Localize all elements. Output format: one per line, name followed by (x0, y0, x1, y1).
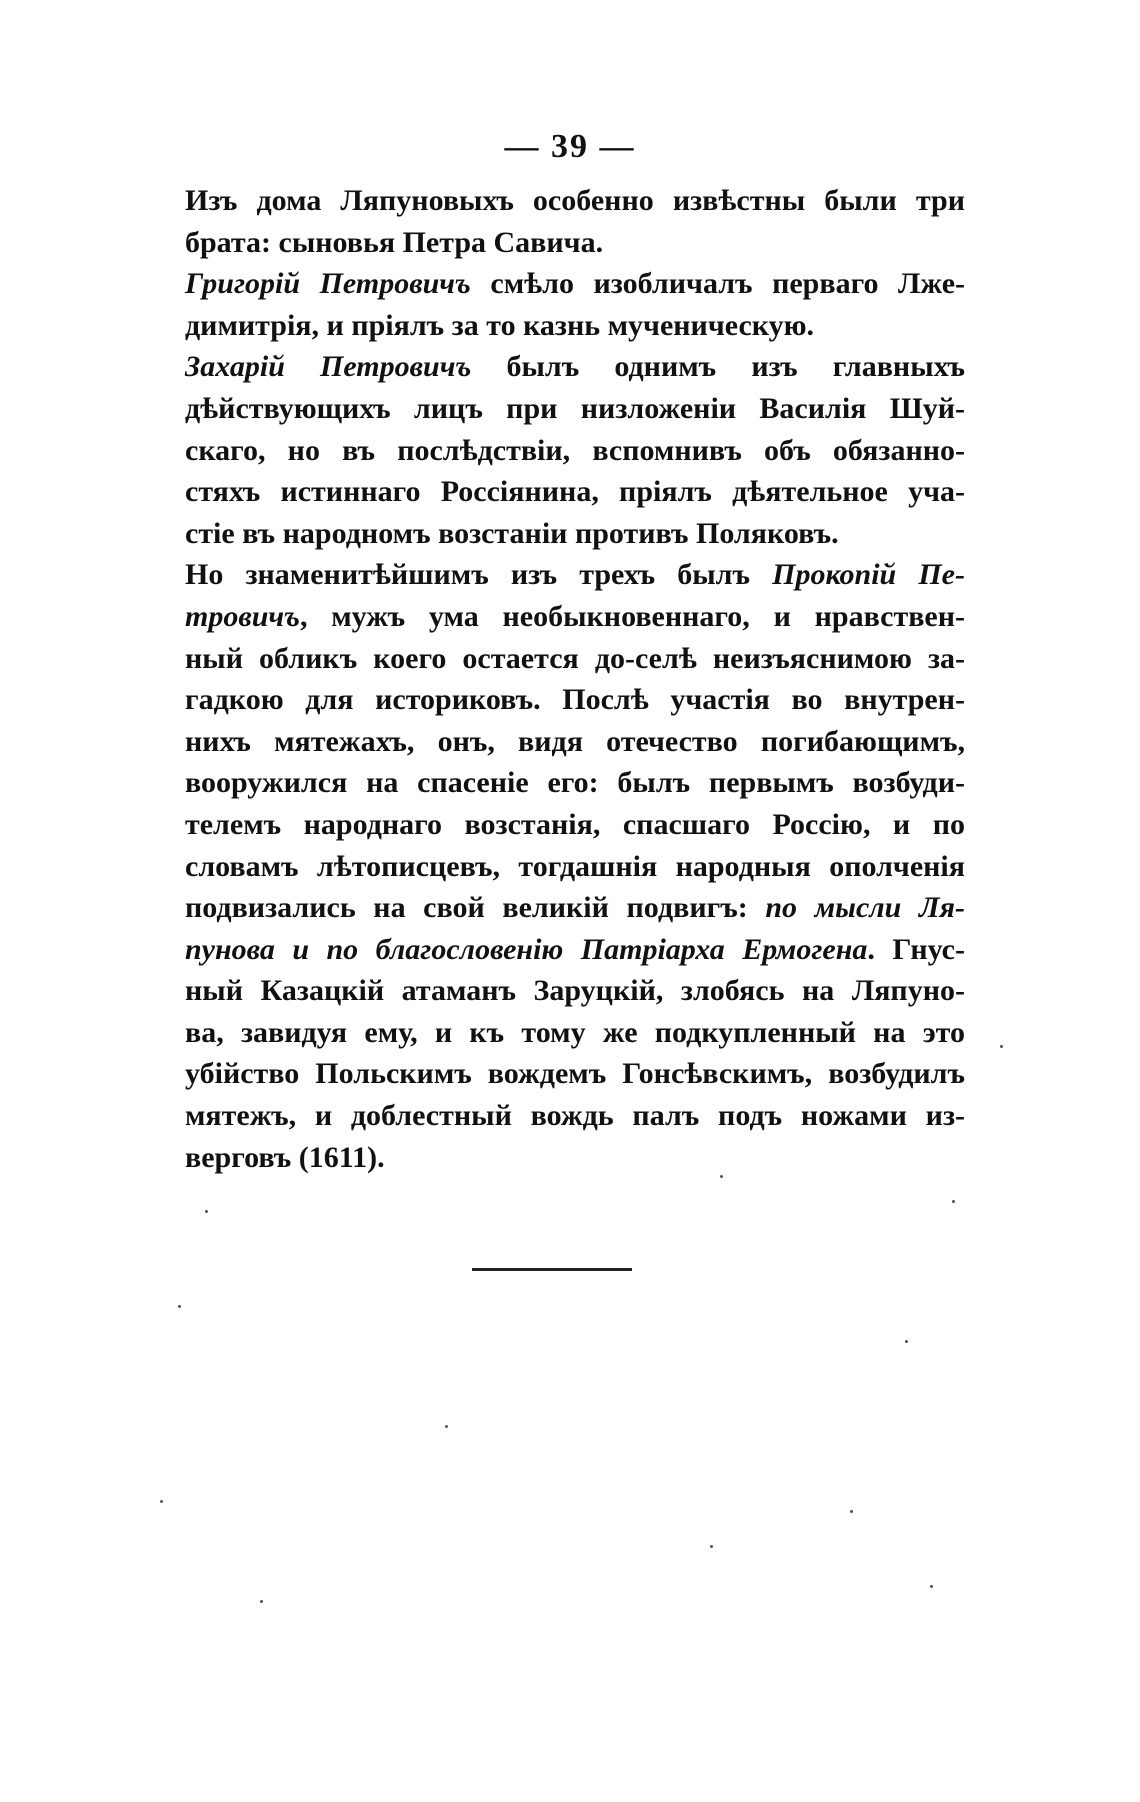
text-line: нихъ мятежахъ, онъ, видя отечество погибающимъ, (185, 724, 965, 758)
text-line: верговъ (1611). (185, 1140, 385, 1174)
text-line: ный Казацкій атаманъ Заруцкій, злобясь на Ляпуно- (185, 974, 965, 1008)
text-line: димитрія, и пріялъ за то казнь мученическую. (185, 308, 815, 342)
text-line: гадкою для историковъ. Послѣ участія во внутрен- (185, 683, 965, 717)
text-line: словамъ лѣтописцевъ, тогдашнія народныя ополченія (185, 849, 965, 883)
scan-speck (720, 1175, 723, 1178)
text-line: ный обликъ коего остается до-селѣ неизъяснимою за- (185, 641, 965, 675)
scan-speck (905, 1340, 908, 1343)
text-line: Изъ дома Ляпуновыхъ особенно извѣстны были три (185, 184, 965, 217)
scan-speck (205, 1210, 208, 1213)
scan-speck (850, 1510, 853, 1513)
text-line: вооружился на спасеніе его: былъ первымъ возбуди- (185, 766, 965, 800)
text-line: брата: сыновья Петра Савича. (185, 225, 604, 259)
text-line: убійство Польскимъ вождемъ Гонсѣвскимъ, возбудилъ (185, 1057, 965, 1091)
text-line: дѣйствующихъ лицъ при низложеніи Василія Шуй- (185, 391, 965, 425)
text-line: Но знаменитѣйшимъ изъ трехъ былъ Прокопій Пе- (185, 558, 965, 592)
text-line: телемъ народнаго возстанія, спасшаго Россію, и по (185, 807, 965, 841)
scan-speck (445, 1425, 448, 1428)
scan-speck (178, 1305, 181, 1308)
scan-speck (1000, 1045, 1003, 1048)
text-line: Григорій Петровичъ смѣло изобличалъ перваго Лже- (185, 267, 965, 301)
scan-speck (160, 1500, 163, 1503)
page-number: — 39 — (504, 128, 636, 165)
text-line: пунова и по благословенію Патріарха Ермогена. Гнус- (185, 932, 965, 966)
text-line: мятежъ, и доблестный вождь палъ подъ ножами из- (185, 1099, 965, 1133)
scan-speck (260, 1600, 263, 1603)
text-line: тровичъ, мужъ ума необыкновеннаго, и нравствен- (185, 599, 965, 633)
scan-speck (952, 1200, 955, 1203)
text-line: Захарій Петровичъ былъ однимъ изъ главныхъ (185, 350, 965, 384)
text-line: стіе въ народномъ возстаніи противъ Поляковъ. (185, 516, 839, 550)
text-line: ва, завидуя ему, и къ тому же подкупленный на это (185, 1015, 965, 1049)
text-line: стяхъ истиннаго Россіянина, пріялъ дѣятельное уча- (185, 475, 965, 509)
section-divider-rule (472, 1268, 632, 1271)
scan-speck (710, 1545, 713, 1548)
text-line: скаго, но въ послѣдствіи, вспомнивъ объ обязанно- (185, 433, 965, 467)
text-line: подвизались на свой великій подвигъ: по мысли Ля- (185, 891, 965, 925)
body-text (185, 180, 965, 1178)
scan-speck (930, 1585, 933, 1588)
